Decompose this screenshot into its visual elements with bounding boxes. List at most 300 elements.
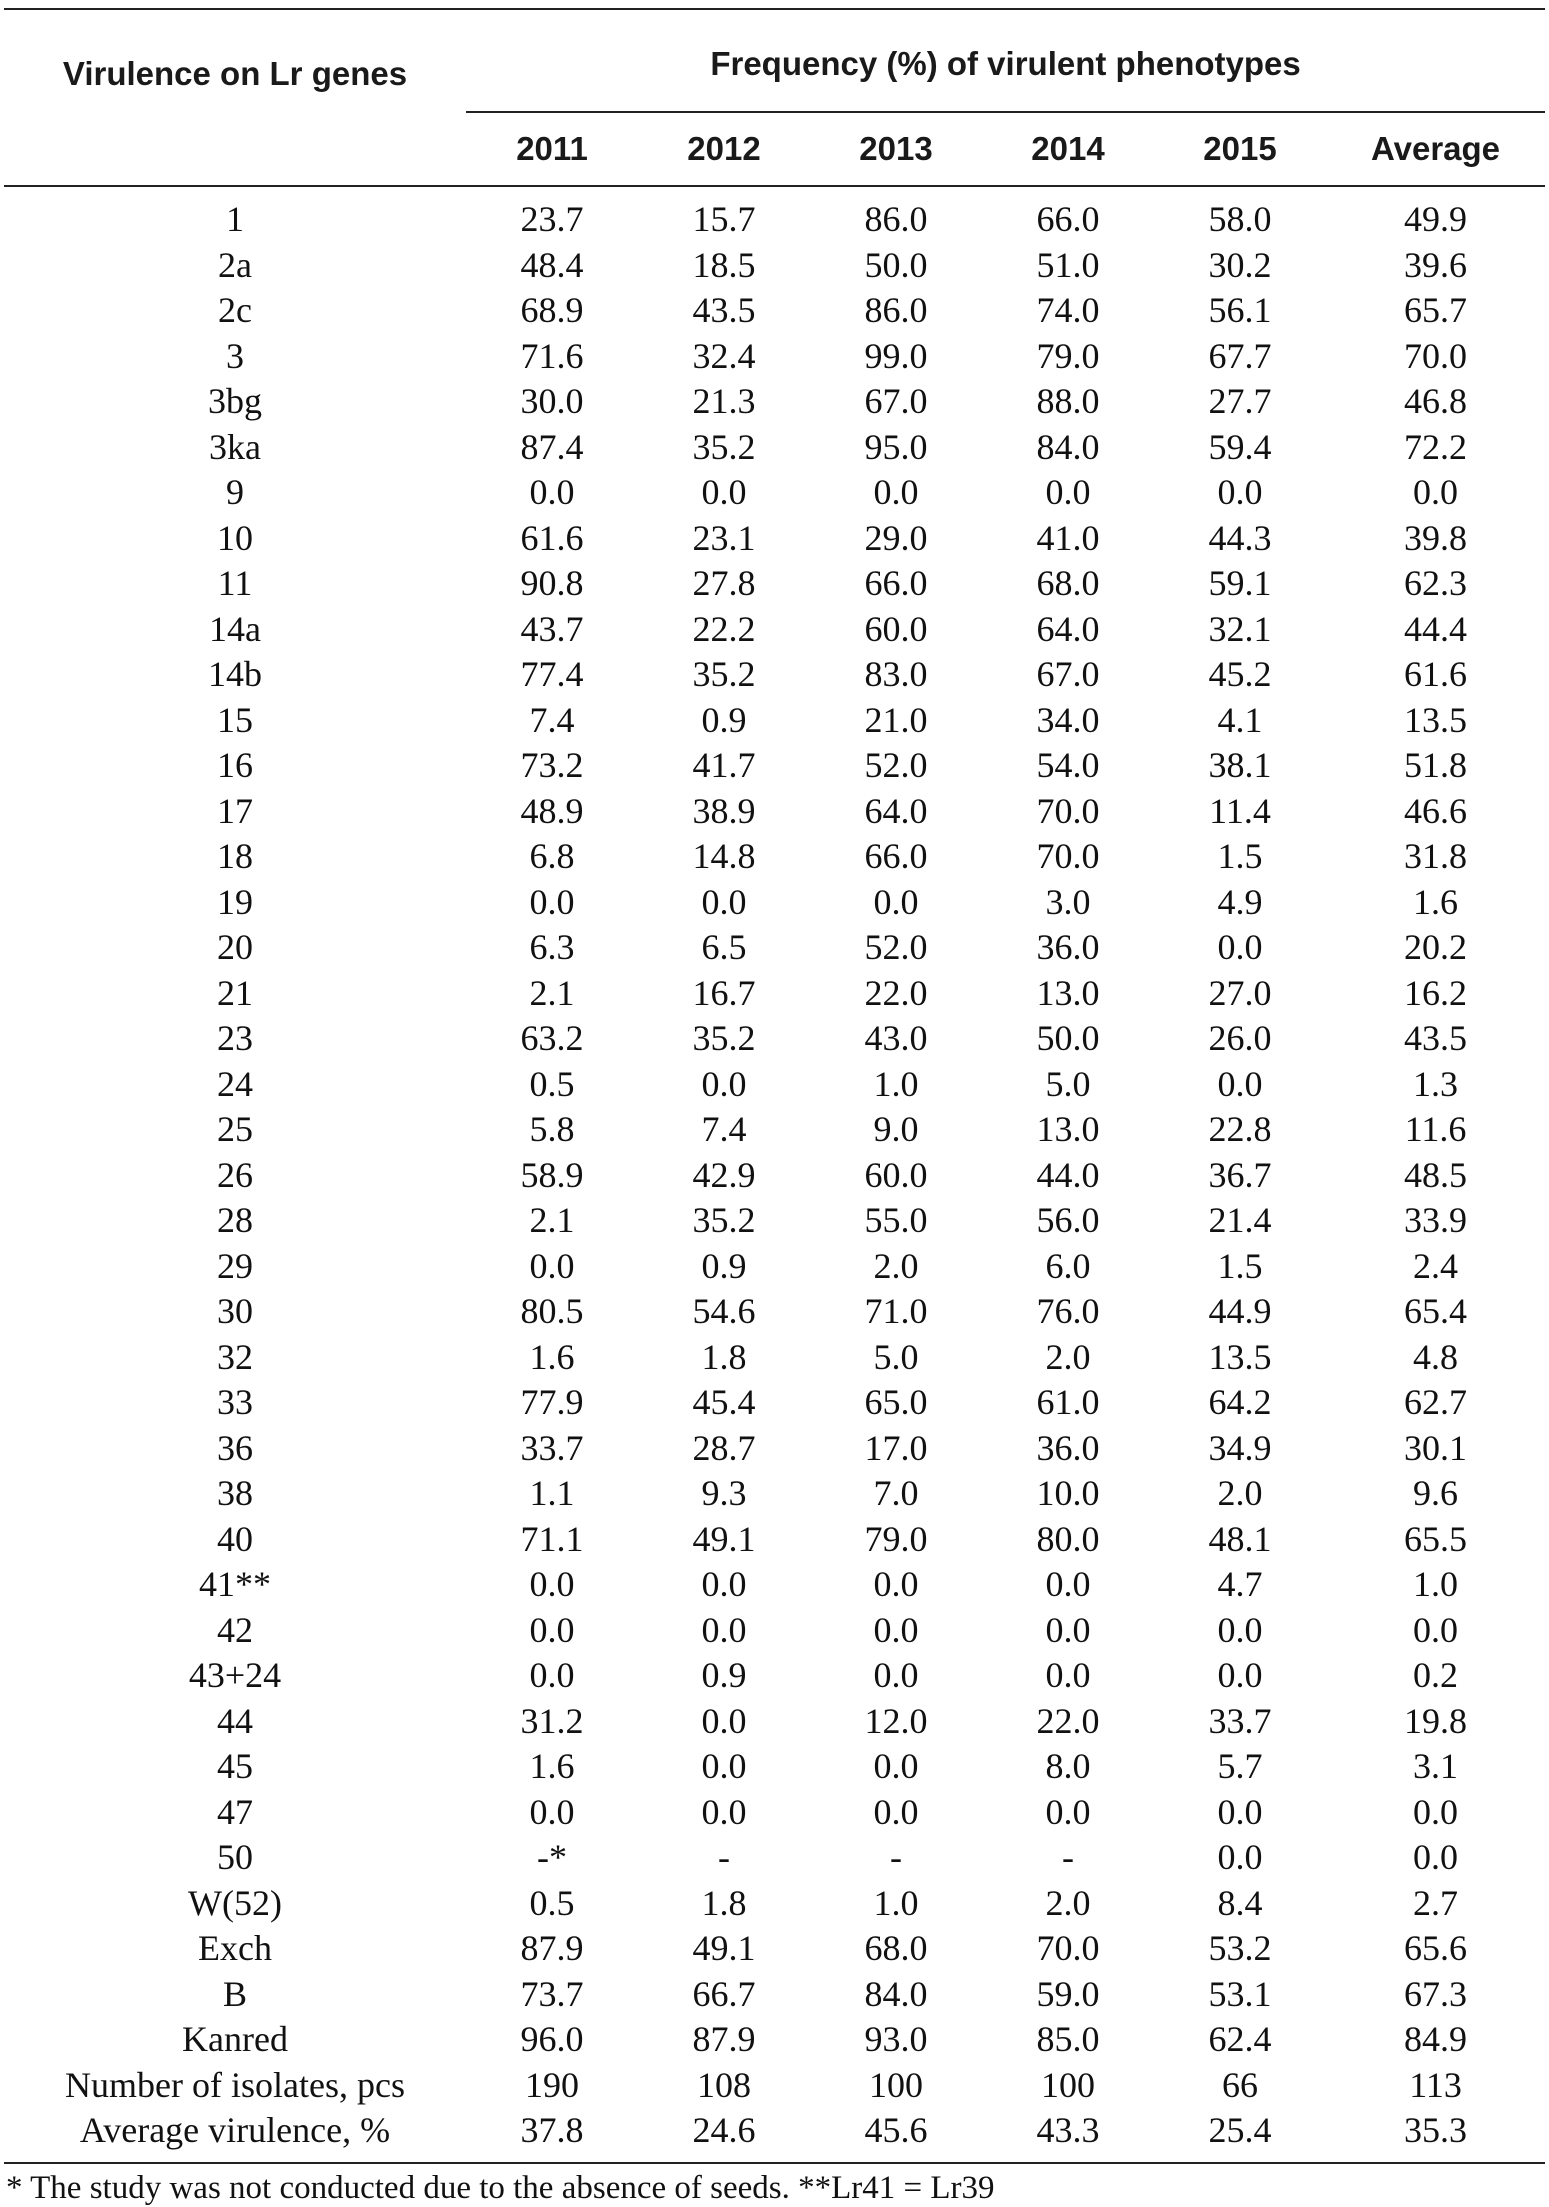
table-cell: 70.0 xyxy=(1036,836,1100,877)
table-cell: - xyxy=(890,1837,902,1878)
table-row xyxy=(4,971,1545,1017)
table-cell: 0.0 xyxy=(873,1564,919,1605)
footnote: * The study was not conducted due to the absence of seeds. **Lr41 = Lr39 xyxy=(6,2169,995,2206)
row-label: 29 xyxy=(217,1245,253,1286)
table-cell: 38.9 xyxy=(692,790,756,831)
table-cell: 0.0 xyxy=(701,1609,747,1650)
table-cell: 0.0 xyxy=(701,1063,747,1104)
table-cell: 0.0 xyxy=(529,1655,575,1696)
table-cell: 2.0 xyxy=(1045,1882,1091,1923)
table-cell: 6.3 xyxy=(529,927,575,968)
table-cell: 0.0 xyxy=(1217,1609,1263,1650)
table-row xyxy=(4,652,1545,698)
table-cell: 10.0 xyxy=(1036,1473,1100,1514)
table-row xyxy=(4,1062,1545,1108)
table-cell: 58.9 xyxy=(520,1154,584,1195)
table-row xyxy=(4,1790,1545,1836)
row-header-spacer xyxy=(4,112,466,186)
table-body xyxy=(4,186,1545,2162)
table-cell: 0.0 xyxy=(1045,1564,1091,1605)
table-cell: 100 xyxy=(1041,2064,1095,2105)
table-cell: 26.0 xyxy=(1208,1018,1272,1059)
row-label: 43+24 xyxy=(188,1655,282,1696)
table-cell: 22.0 xyxy=(1036,1700,1100,1741)
table-cell: 9.3 xyxy=(701,1473,747,1514)
table-cell: 84.9 xyxy=(1404,2019,1468,2060)
table-cell: 87.4 xyxy=(520,426,584,467)
table-cell: 6.8 xyxy=(529,836,575,877)
table-cell: 45.4 xyxy=(692,1382,756,1423)
table-cell: 0.9 xyxy=(701,699,747,740)
table-cell: 90.8 xyxy=(520,563,584,604)
table-row xyxy=(4,1972,1545,2018)
table-cell: 68.0 xyxy=(864,1928,928,1969)
table-row xyxy=(4,1562,1545,1608)
table-cell: 44.9 xyxy=(1208,1291,1272,1332)
row-label: 20 xyxy=(217,927,253,968)
table-row xyxy=(4,1153,1545,1199)
table-cell: 1.0 xyxy=(873,1063,919,1104)
row-label: 18 xyxy=(217,836,253,877)
table-cell: 68.0 xyxy=(1036,563,1100,604)
row-label: 38 xyxy=(217,1473,253,1514)
table-cell: 8.0 xyxy=(1045,1746,1091,1787)
table-row xyxy=(4,1744,1545,1790)
table-cell: 0.0 xyxy=(873,881,919,922)
table-cell: 15.7 xyxy=(692,199,756,240)
table-cell: 36.0 xyxy=(1036,1427,1100,1468)
row-label: 33 xyxy=(217,1382,253,1423)
table-cell: 13.0 xyxy=(1036,972,1100,1013)
table-cell: 1.8 xyxy=(701,1336,747,1377)
table-cell: 70.0 xyxy=(1036,790,1100,831)
table-cell: 5.0 xyxy=(873,1336,919,1377)
table-cell: 74.0 xyxy=(1036,290,1100,331)
row-label: 17 xyxy=(217,790,253,831)
table-cell: 87.9 xyxy=(692,2019,756,2060)
table-cell: 30.2 xyxy=(1208,244,1272,285)
table-cell: 35.2 xyxy=(692,1018,756,1059)
table-cell: 49.1 xyxy=(692,1518,756,1559)
table-cell: 65.5 xyxy=(1404,1518,1468,1559)
table-row xyxy=(4,1426,1545,1472)
table-cell: 53.2 xyxy=(1208,1928,1272,1969)
table-cell: 0.0 xyxy=(873,472,919,513)
table-cell: 33.9 xyxy=(1404,1200,1468,1241)
table-row xyxy=(4,698,1545,744)
table-cell: 36.0 xyxy=(1036,927,1100,968)
table-cell: 113 xyxy=(1409,2064,1462,2105)
table-cell: 1.0 xyxy=(1413,1564,1459,1605)
table-cell: 9.6 xyxy=(1413,1473,1459,1514)
table-cell: 35.2 xyxy=(692,654,756,695)
table-cell: 71.1 xyxy=(520,1518,584,1559)
table-cell: 1.5 xyxy=(1217,1245,1263,1286)
row-label: B xyxy=(222,1973,247,2014)
table-cell: 86.0 xyxy=(864,290,928,331)
table-cell: 45.6 xyxy=(864,2110,928,2151)
table-cell: 2.0 xyxy=(1217,1473,1263,1514)
table-cell: 86.0 xyxy=(864,199,928,240)
table-cell: 65.4 xyxy=(1404,1291,1468,1332)
row-label: 50 xyxy=(217,1837,253,1878)
table-cell: 84.0 xyxy=(864,1973,928,2014)
table-cell: 61.6 xyxy=(520,517,584,558)
table-cell: 5.0 xyxy=(1045,1063,1091,1104)
table-cell: 54.6 xyxy=(692,1291,756,1332)
table-cell: 0.0 xyxy=(1045,1655,1091,1696)
table-cell: 0.0 xyxy=(1413,1791,1459,1832)
table-cell: 88.0 xyxy=(1036,381,1100,422)
table-cell: 0.0 xyxy=(1217,1655,1263,1696)
row-label: 45 xyxy=(217,1746,253,1787)
table-cell: 44.0 xyxy=(1036,1154,1100,1195)
table-cell: 0.9 xyxy=(701,1655,747,1696)
row-label: 41** xyxy=(199,1564,271,1605)
table-cell: 0.0 xyxy=(873,1746,919,1787)
table-cell: 0.0 xyxy=(1217,1837,1263,1878)
table-cell: 190 xyxy=(525,2064,579,2105)
table-cell: 32.1 xyxy=(1208,608,1272,649)
table-cell: 77.4 xyxy=(520,654,584,695)
table-cell: 0.0 xyxy=(1217,927,1263,968)
table-cell: 70.0 xyxy=(1404,335,1468,376)
table-cell: 68.9 xyxy=(520,290,584,331)
table-cell: 13.5 xyxy=(1404,699,1468,740)
table-cell: 63.2 xyxy=(520,1018,584,1059)
row-label: 11 xyxy=(217,563,253,604)
table-cell: 24.6 xyxy=(692,2110,756,2151)
row-label: 2c xyxy=(218,290,252,331)
table-cell: 21.4 xyxy=(1208,1200,1272,1241)
table-cell: 55.0 xyxy=(864,1200,928,1241)
table-cell: 71.0 xyxy=(864,1291,928,1332)
row-label: 28 xyxy=(217,1200,253,1241)
column-header: 2014 xyxy=(982,112,1154,186)
table-cell: 30.1 xyxy=(1404,1427,1468,1468)
table-cell: 9.0 xyxy=(873,1109,919,1150)
table-row xyxy=(4,1699,1545,1745)
row-label: Kanred xyxy=(182,2019,288,2060)
table-cell: 73.2 xyxy=(520,745,584,786)
table-cell: 0.0 xyxy=(529,881,575,922)
table-cell: - xyxy=(718,1837,730,1878)
table-cell: 51.0 xyxy=(1036,244,1100,285)
table-cell: 59.0 xyxy=(1036,1973,1100,2014)
table-cell: 27.7 xyxy=(1208,381,1272,422)
table-cell: 33.7 xyxy=(1208,1700,1272,1741)
table-cell: 66.7 xyxy=(692,1973,756,2014)
table-cell: 93.0 xyxy=(864,2019,928,2060)
table-cell: 32.4 xyxy=(692,335,756,376)
table-row xyxy=(4,607,1545,653)
table-cell: 28.7 xyxy=(692,1427,756,1468)
table-cell: 4.8 xyxy=(1413,1336,1459,1377)
table-row xyxy=(4,1881,1545,1927)
table-cell: 52.0 xyxy=(864,745,928,786)
table-cell: 0.0 xyxy=(701,472,747,513)
table-cell: 0.0 xyxy=(873,1655,919,1696)
row-label: 23 xyxy=(217,1018,253,1059)
table-cell: 87.9 xyxy=(520,1928,584,1969)
table-cell: 1.6 xyxy=(1413,881,1459,922)
table-row xyxy=(4,1107,1545,1153)
table-cell: 6.5 xyxy=(701,927,747,968)
row-label: 3 xyxy=(226,335,244,376)
table-cell: 3.0 xyxy=(1045,881,1091,922)
table-cell: 1.6 xyxy=(529,1336,575,1377)
table-cell: 85.0 xyxy=(1036,2019,1100,2060)
table-cell: 2.7 xyxy=(1413,1882,1459,1923)
row-label: 24 xyxy=(217,1063,253,1104)
table-cell: 13.0 xyxy=(1036,1109,1100,1150)
table-cell: 41.7 xyxy=(692,745,756,786)
table-cell: 0.0 xyxy=(1413,1837,1459,1878)
table-row xyxy=(4,1926,1545,1972)
table-cell: 77.9 xyxy=(520,1382,584,1423)
table-row xyxy=(4,1471,1545,1517)
table-cell: 53.1 xyxy=(1208,1973,1272,2014)
table-cell: 0.0 xyxy=(1045,1609,1091,1650)
table-cell: 20.2 xyxy=(1404,927,1468,968)
table-cell: 0.0 xyxy=(529,1564,575,1605)
table-cell: 16.7 xyxy=(692,972,756,1013)
table-cell: 79.0 xyxy=(864,1518,928,1559)
table-cell: 64.0 xyxy=(864,790,928,831)
row-label: 19 xyxy=(217,881,253,922)
row-label: 36 xyxy=(217,1427,253,1468)
column-header: 2015 xyxy=(1154,112,1326,186)
table-cell: 72.2 xyxy=(1404,426,1468,467)
table-cell: 4.9 xyxy=(1217,881,1263,922)
table-cell: 76.0 xyxy=(1036,1291,1100,1332)
table-cell: 1.0 xyxy=(873,1882,919,1923)
table-cell: 67.0 xyxy=(864,381,928,422)
table-row xyxy=(4,1608,1545,1654)
row-label: 3bg xyxy=(208,381,262,422)
table-cell: 35.3 xyxy=(1404,2110,1468,2151)
table-cell: 46.6 xyxy=(1404,790,1468,831)
table-row xyxy=(4,379,1545,425)
row-label: 26 xyxy=(217,1154,253,1195)
table-cell: 44.3 xyxy=(1208,517,1272,558)
row-label: 10 xyxy=(217,517,253,558)
table-cell: 34.0 xyxy=(1036,699,1100,740)
table-cell: 0.0 xyxy=(1413,1609,1459,1650)
table-cell: 6.0 xyxy=(1045,1245,1091,1286)
table-row xyxy=(4,925,1545,971)
table-cell: 22.2 xyxy=(692,608,756,649)
table-cell: 66.0 xyxy=(1036,199,1100,240)
table-cell: 1.6 xyxy=(529,1746,575,1787)
table-cell: 1.5 xyxy=(1217,836,1263,877)
row-label: 16 xyxy=(217,745,253,786)
table-cell: 7.4 xyxy=(701,1109,747,1150)
table-row xyxy=(4,1244,1545,1290)
table-cell: 67.7 xyxy=(1208,335,1272,376)
row-label: 14a xyxy=(209,608,261,649)
column-header: Average xyxy=(1326,112,1545,186)
table-cell: 16.2 xyxy=(1404,972,1468,1013)
table-cell: 36.7 xyxy=(1208,1154,1272,1195)
table-cell: -* xyxy=(537,1837,567,1878)
table-cell: 8.4 xyxy=(1217,1882,1263,1923)
column-header: 2013 xyxy=(810,112,982,186)
table-cell: 64.0 xyxy=(1036,608,1100,649)
table-cell: 48.5 xyxy=(1404,1154,1468,1195)
table-frame xyxy=(4,8,1545,2207)
row-label: Number of isolates, pcs xyxy=(65,2064,405,2105)
table-header xyxy=(4,10,1545,186)
table-cell: 49.9 xyxy=(1404,199,1468,240)
table-cell: 58.0 xyxy=(1208,199,1272,240)
table-cell: 96.0 xyxy=(520,2019,584,2060)
table-cell: 1.1 xyxy=(529,1473,575,1514)
table-cell: 0.0 xyxy=(1217,1791,1263,1832)
table-cell: 12.0 xyxy=(864,1700,928,1741)
table-row xyxy=(4,1835,1545,1881)
table-cell: 4.7 xyxy=(1217,1564,1263,1605)
table-cell: 65.7 xyxy=(1404,290,1468,331)
table-cell: 2.1 xyxy=(529,972,575,1013)
table-cell: 66 xyxy=(1222,2064,1258,2105)
table-cell: 66.0 xyxy=(864,563,928,604)
table-cell: 17.0 xyxy=(864,1427,928,1468)
table-cell: 22.0 xyxy=(864,972,928,1013)
table-row xyxy=(4,334,1545,380)
table-cell: 43.7 xyxy=(520,608,584,649)
table-row xyxy=(4,425,1545,471)
table-cell: 30.0 xyxy=(520,381,584,422)
table-cell: 95.0 xyxy=(864,426,928,467)
table-cell: 0.0 xyxy=(701,1564,747,1605)
table-cell: 13.5 xyxy=(1208,1336,1272,1377)
table-cell: 27.8 xyxy=(692,563,756,604)
row-label: 2a xyxy=(218,244,252,285)
row-label: 15 xyxy=(217,699,253,740)
table-cell: 21.3 xyxy=(692,381,756,422)
table-cell: - xyxy=(1062,1837,1074,1878)
table-cell: 56.1 xyxy=(1208,290,1272,331)
row-label: 44 xyxy=(217,1700,253,1741)
table-cell: 43.5 xyxy=(692,290,756,331)
table-cell: 56.0 xyxy=(1036,1200,1100,1241)
row-label: 42 xyxy=(217,1609,253,1650)
table-cell: 45.2 xyxy=(1208,654,1272,695)
table-cell: 7.4 xyxy=(529,699,575,740)
table-cell: 1.3 xyxy=(1413,1063,1459,1104)
table-cell: 19.8 xyxy=(1404,1700,1468,1741)
table-cell: 48.9 xyxy=(520,790,584,831)
table-cell: 59.4 xyxy=(1208,426,1272,467)
row-label: W(52) xyxy=(188,1882,282,1923)
table-cell: 39.8 xyxy=(1404,517,1468,558)
table-cell: 23.1 xyxy=(692,517,756,558)
table-cell: 0.0 xyxy=(529,1609,575,1650)
table-cell: 50.0 xyxy=(1036,1018,1100,1059)
virulence-table xyxy=(4,10,1545,2162)
table-row xyxy=(4,2063,1545,2109)
table-cell: 67.3 xyxy=(1404,1973,1468,2014)
table-cell: 62.4 xyxy=(1208,2019,1272,2060)
table-cell: 65.0 xyxy=(864,1382,928,1423)
table-row xyxy=(4,789,1545,835)
table-cell: 3.1 xyxy=(1413,1746,1459,1787)
table-cell: 21.0 xyxy=(864,699,928,740)
table-cell: 22.8 xyxy=(1208,1109,1272,1150)
table-cell: 83.0 xyxy=(864,654,928,695)
row-label: 21 xyxy=(217,972,253,1013)
row-label: 32 xyxy=(217,1336,253,1377)
table-row xyxy=(4,243,1545,289)
row-label: 3ka xyxy=(209,426,261,467)
table-cell: 0.0 xyxy=(701,1746,747,1787)
table-cell: 0.0 xyxy=(529,472,575,513)
table-row xyxy=(4,880,1545,926)
table-row xyxy=(4,1335,1545,1381)
table-row xyxy=(4,561,1545,607)
table-cell: 0.5 xyxy=(529,1063,575,1104)
table-cell: 11.4 xyxy=(1209,790,1271,831)
table-cell: 84.0 xyxy=(1036,426,1100,467)
table-row xyxy=(4,1380,1545,1426)
table-row xyxy=(4,186,1545,243)
table-cell: 29.0 xyxy=(864,517,928,558)
table-cell: 0.0 xyxy=(873,1609,919,1650)
row-label: 47 xyxy=(217,1791,253,1832)
table-row xyxy=(4,1198,1545,1244)
table-cell: 2.1 xyxy=(529,1200,575,1241)
table-cell: 35.2 xyxy=(692,1200,756,1241)
table-cell: 33.7 xyxy=(520,1427,584,1468)
table-cell: 80.5 xyxy=(520,1291,584,1332)
table-cell: 44.4 xyxy=(1404,608,1468,649)
table-cell: 7.0 xyxy=(873,1473,919,1514)
table-row xyxy=(4,288,1545,334)
table-cell: 0.0 xyxy=(873,1791,919,1832)
table-cell: 60.0 xyxy=(864,608,928,649)
table-cell: 73.7 xyxy=(520,1973,584,2014)
table-cell: 1.8 xyxy=(701,1882,747,1923)
table-cell: 41.0 xyxy=(1036,517,1100,558)
table-cell: 0.2 xyxy=(1413,1655,1459,1696)
table-cell: 46.8 xyxy=(1404,381,1468,422)
table-row xyxy=(4,1653,1545,1699)
table-cell: 0.0 xyxy=(701,881,747,922)
table-cell: 65.6 xyxy=(1404,1928,1468,1969)
table-cell: 61.6 xyxy=(1404,654,1468,695)
table-cell: 39.6 xyxy=(1404,244,1468,285)
table-cell: 5.8 xyxy=(529,1109,575,1150)
table-row xyxy=(4,1289,1545,1335)
table-cell: 43.5 xyxy=(1404,1018,1468,1059)
table-cell: 0.0 xyxy=(1413,472,1459,513)
table-cell: 51.8 xyxy=(1404,745,1468,786)
table-cell: 99.0 xyxy=(864,335,928,376)
column-header: 2012 xyxy=(638,112,810,186)
row-label: 25 xyxy=(217,1109,253,1150)
table-cell: 34.9 xyxy=(1208,1427,1272,1468)
table-cell: 71.6 xyxy=(520,335,584,376)
table-cell: 67.0 xyxy=(1036,654,1100,695)
table-cell: 18.5 xyxy=(692,244,756,285)
table-cell: 66.0 xyxy=(864,836,928,877)
table-cell: 43.0 xyxy=(864,1018,928,1059)
table-cell: 100 xyxy=(869,2064,923,2105)
table-cell: 62.3 xyxy=(1404,563,1468,604)
table-cell: 59.1 xyxy=(1208,563,1272,604)
row-label: Exch xyxy=(198,1928,272,1969)
